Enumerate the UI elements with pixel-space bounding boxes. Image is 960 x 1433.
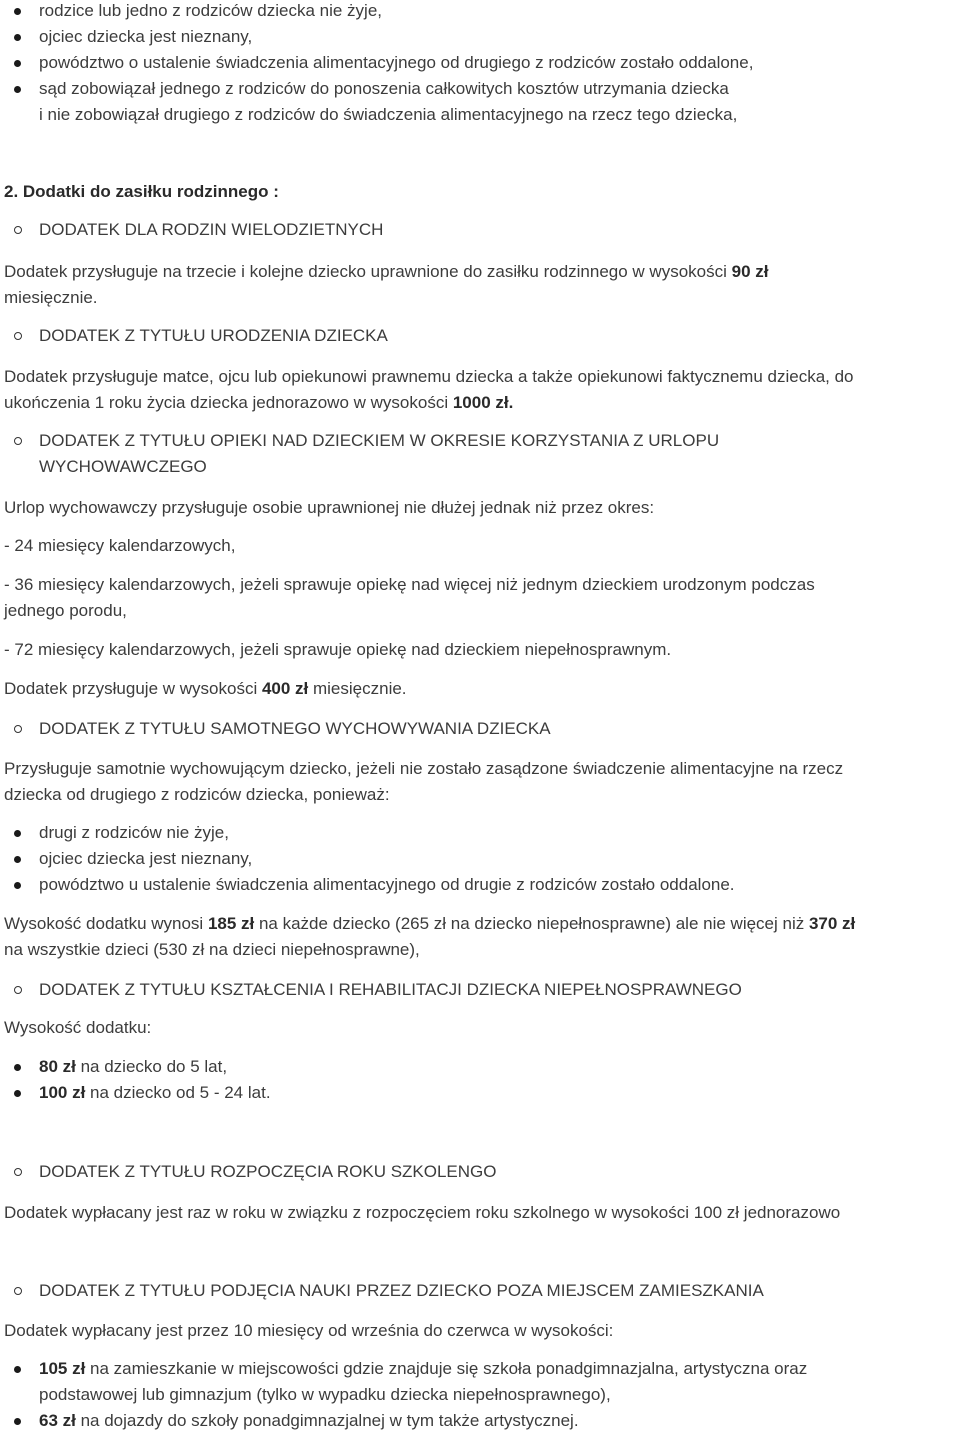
heading-urodzenie: DODATEK Z TYTUŁU URODZENIA DZIECKA [39, 326, 388, 345]
paragraph-urlop-amount: Dodatek przysługuje w wysokości 400 zł miesięcznie. [4, 679, 407, 698]
bullet-icon [14, 725, 22, 733]
heading-wielodzietne: DODATEK DLA RODZIN WIELODZIETNYCH [39, 220, 384, 239]
bullet-icon [14, 1366, 21, 1373]
paragraph-wielodzietne-cont: miesięcznie. [4, 288, 98, 307]
heading-ksztalcenie: DODATEK Z TYTUŁU KSZTAŁCENIA I REHABILITACJI DZIECKA NIEPEŁNOSPRAWNEGO [39, 980, 742, 999]
paragraph-urlop-intro: Urlop wychowawczy przysługuje osobie uprawnionej nie dłużej jednak niż przez okres: [4, 498, 655, 517]
heading-samotne: DODATEK Z TYTUŁU SAMOTNEGO WYCHOWYWANIA DZIECKA [39, 719, 551, 738]
list-item-cont: podstawowej lub gimnazjum (tylko w wypadku dziecka niepełnosprawnego), [39, 1385, 611, 1404]
heading-nauka: DODATEK Z TYTUŁU PODJĘCIA NAUKI PRZEZ DZIECKO POZA MIEJSCEM ZAMIESZKANIA [39, 1281, 764, 1300]
list-item: sąd zobowiązał jednego z rodziców do ponoszenia całkowitych kosztów utrzymania dziecka [39, 79, 729, 98]
bullet-icon [14, 34, 21, 41]
list-item: rodzice lub jedno z rodziców dziecka nie żyje, [39, 1, 383, 20]
bullet-icon [14, 60, 21, 67]
bullet-icon [14, 437, 22, 445]
list-item: ojciec dziecka jest nieznany, [39, 849, 253, 868]
list-item: ojciec dziecka jest nieznany, [39, 27, 253, 46]
period-item: - 36 miesięcy kalendarzowych, jeżeli sprawuje opiekę nad więcej niż jednym dzieckiem urodzonym podczas [4, 575, 815, 594]
bullet-icon [14, 986, 22, 994]
paragraph-samotne: Przysługuje samotnie wychowującym dziecko, jeżeli nie zostało zasądzone świadczenie alimentacyjne na rzecz [4, 759, 844, 778]
bullet-icon [14, 1168, 22, 1176]
bullet-icon [14, 830, 21, 837]
list-item: 100 zł na dziecko od 5 - 24 lat. [39, 1083, 271, 1102]
paragraph-wielodzietne: Dodatek przysługuje na trzecie i kolejne dziecko uprawnione do zasiłku rodzinnego w wysokości 90 zł [4, 262, 769, 281]
bullet-icon [14, 1418, 21, 1425]
bullet-icon [14, 8, 21, 15]
paragraph-urodzenie-cont: ukończenia 1 roku życia dziecka jednorazowo w wysokości 1000 zł. [4, 393, 514, 412]
bullet-icon [14, 332, 22, 340]
bullet-icon [14, 86, 21, 93]
paragraph-ksztalcenie-label: Wysokość dodatku: [4, 1018, 152, 1037]
list-item: 80 zł na dziecko do 5 lat, [39, 1057, 228, 1076]
list-item: powództwo u ustalenie świadczenia alimentacyjnego od drugie z rodziców zostało oddalone. [39, 875, 735, 894]
heading-urlop: DODATEK Z TYTUŁU OPIEKI NAD DZIECKIEM W OKRESIE KORZYSTANIA Z URLOPU [39, 431, 720, 450]
list-item-continuation: i nie zobowiązał drugiego z rodziców do świadczenia alimentacyjnego na rzecz tego dziecka, [39, 105, 738, 124]
section-heading: 2. Dodatki do zasiłku rodzinnego : [4, 182, 279, 201]
bullet-icon [14, 1090, 21, 1097]
period-item-cont: jednego porodu, [4, 601, 127, 620]
list-item: drugi z rodziców nie żyje, [39, 823, 229, 842]
paragraph-samotne-amount-cont: na wszystkie dzieci (530 zł na dzieci niepełnosprawne), [4, 940, 420, 959]
period-item: - 72 miesięcy kalendarzowych, jeżeli sprawuje opiekę nad dzieckiem niepełnosprawnym. [4, 640, 672, 659]
list-item: 105 zł na zamieszkanie w miejscowości gdzie znajduje się szkoła ponadgimnazjalna, artystyczna oraz [39, 1359, 808, 1378]
list-item: powództwo o ustalenie świadczenia alimentacyjnego od drugiego z rodziców zostało oddalone, [39, 53, 754, 72]
bullet-icon [14, 1287, 22, 1295]
paragraph-urodzenie: Dodatek przysługuje matce, ojcu lub opiekunowi prawnemu dziecka a także opiekunowi faktycznemu dziecka, do [4, 367, 854, 386]
paragraph-rok-szkolny: Dodatek wypłacany jest raz w roku w związku z rozpoczęciem roku szkolnego w wysokości 100 zł jednorazowo [4, 1203, 841, 1222]
list-item: 63 zł na dojazdy do szkoły ponadgimnazjalnej w tym także artystycznej. [39, 1411, 579, 1430]
paragraph-nauka-intro: Dodatek wypłacany jest przez 10 miesięcy od września do czerwca w wysokości: [4, 1321, 614, 1340]
heading-urlop-cont: WYCHOWAWCZEGO [39, 457, 207, 476]
period-item: - 24 miesięcy kalendarzowych, [4, 536, 236, 555]
paragraph-samotne-cont: dziecka od drugiego z rodziców dziecka, ponieważ: [4, 785, 390, 804]
heading-rok-szkolny: DODATEK Z TYTUŁU ROZPOCZĘCIA ROKU SZKOLENGO [39, 1162, 497, 1181]
bullet-icon [14, 1064, 21, 1071]
bullet-icon [14, 856, 21, 863]
bullet-icon [14, 882, 21, 889]
bullet-icon [14, 226, 22, 234]
paragraph-samotne-amount: Wysokość dodatku wynosi 185 zł na każde dziecko (265 zł na dziecko niepełnosprawne) ale nie więcej niż 370 zł [4, 914, 856, 933]
